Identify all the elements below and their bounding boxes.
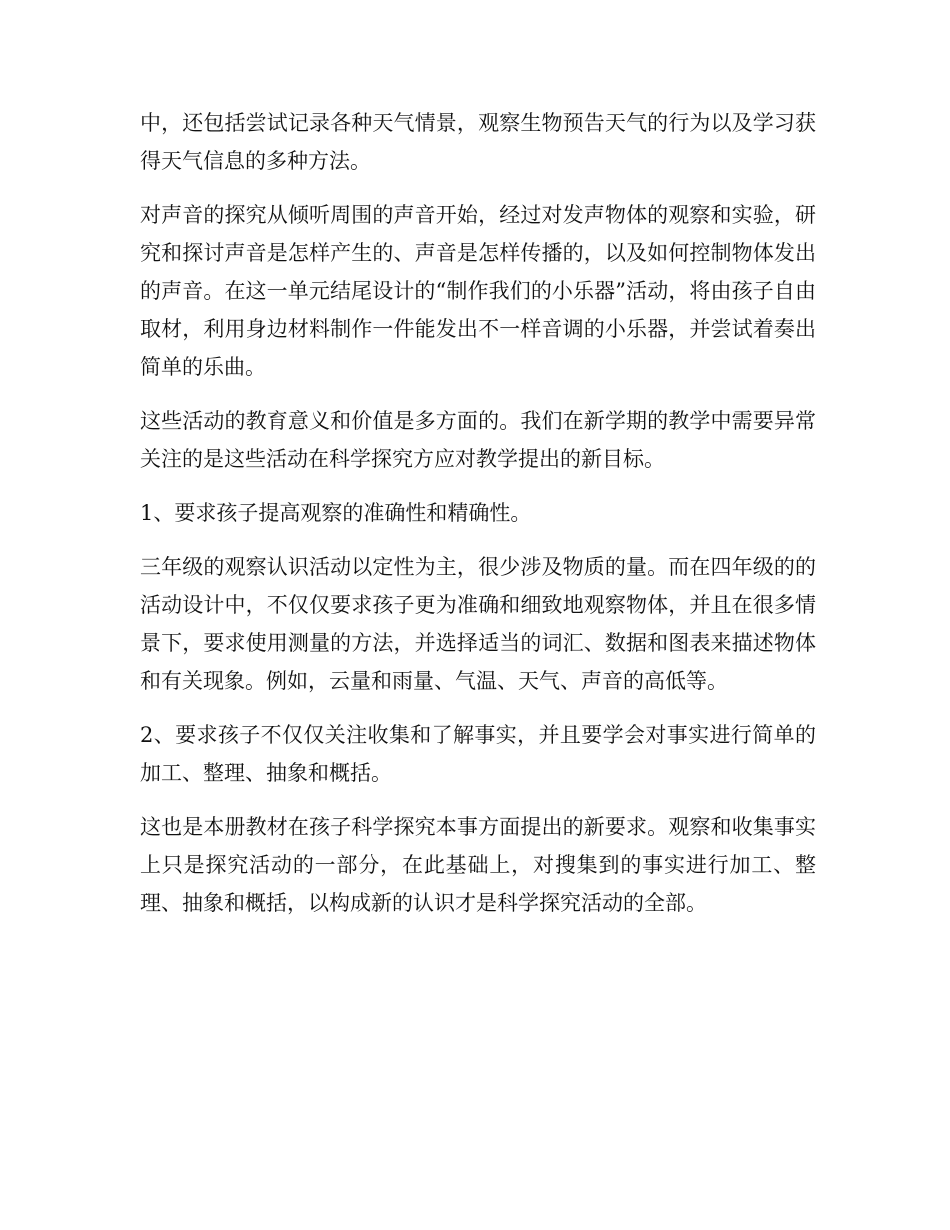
paragraph-new-requirements: 这也是本册教材在孩子科学探究本事方面提出的新要求。观察和收集事实上只是探究活动的一部分，在此基础上，对搜集到的事实进行加工、整理、抽象和概括，以构成新的认识才是科学探究活动的全部。: [140, 815, 816, 915]
document-body: [140, 104, 816, 938]
paragraph-observation-detail: 三年级的观察认识活动以定性为主，很少涉及物质的量。而在四年级的的活动设计中，不仅仅要求孩子更为准确和细致地观察物体，并且在很多情景下，要求使用测量的方法，并选择适当的词汇、数据和图表来描述物体和有关现象。例如，云量和雨量、气温、天气、声音的高低等。: [140, 555, 816, 693]
paragraph-educational-value: 这些活动的教育意义和价值是多方面的。我们在新学期的教学中需要异常关注的是这些活动在科学探究方应对教学提出的新目标。: [140, 409, 816, 471]
paragraph-goal-2: 2、要求孩子不仅仅关注收集和了解事实，并且要学会对事实进行简单的加工、整理、抽象和概括。: [140, 723, 816, 785]
paragraph-weather-continuation: 中，还包括尝试记录各种天气情景，观察生物预告天气的行为以及学习获得天气信息的多种方法。: [140, 111, 816, 173]
paragraph-sound-exploration: 对声音的探究从倾听周围的声音开始，经过对发声物体的观察和实验，研究和探讨声音是怎样产生的、声音是怎样传播的，以及如何控制物体发出的声音。在这一单元结尾设计的“制作我们的小乐器”活动，将由孩子自由取材，利用身边材料制作一件能发出不一样音调的小乐器，并尝试着奏出简单的乐曲。: [140, 203, 816, 379]
paragraph-goal-1: 1、要求孩子提高观察的准确性和精确性。: [140, 501, 532, 525]
